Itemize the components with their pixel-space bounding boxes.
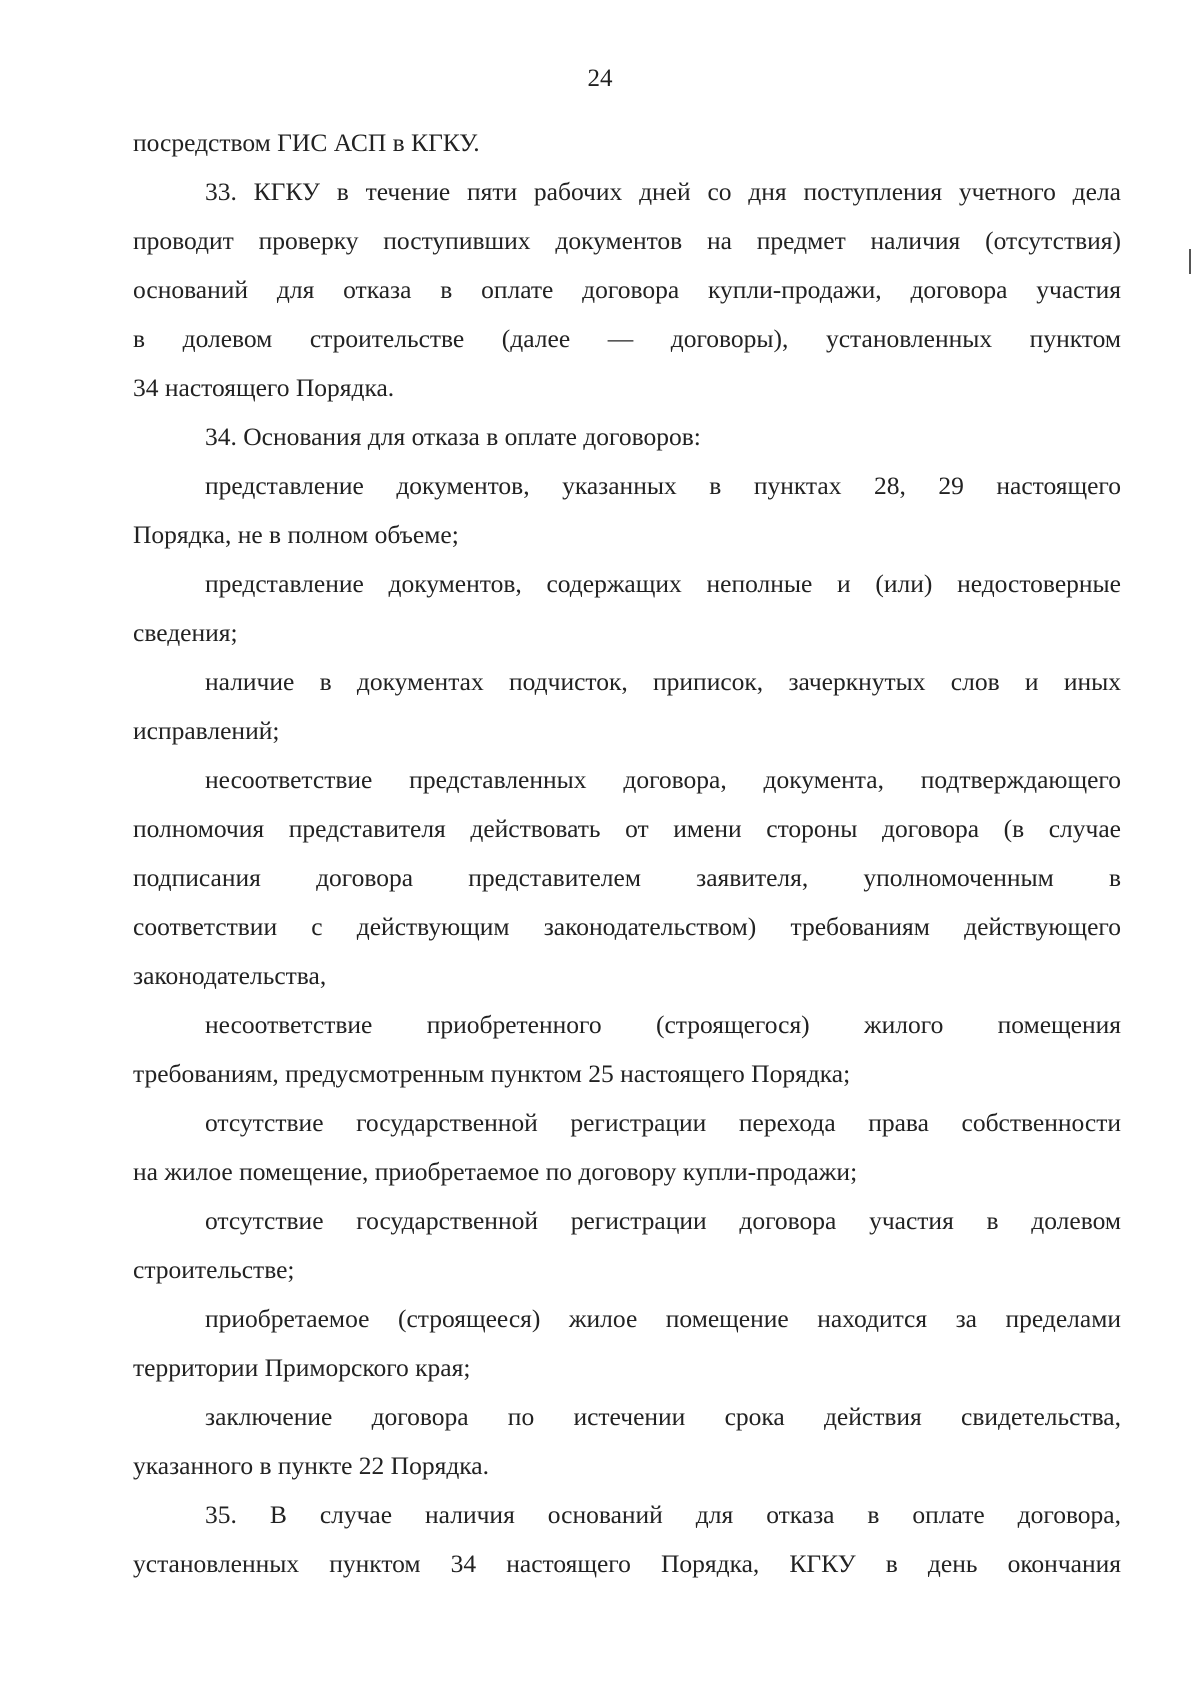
text-line: соответствии с действующим законодательством) требованиям действующего — [133, 912, 1121, 941]
text-line: Порядка, не в полном объеме; — [133, 520, 459, 549]
text-line: указанного в пункте 22 Порядка. — [133, 1451, 489, 1480]
text-line: приобретаемое (строящееся) жилое помещение находится за пределами — [205, 1304, 1121, 1333]
text-line: отсутствие государственной регистрации перехода права собственности — [205, 1108, 1121, 1137]
text-line: территории Приморского края; — [133, 1353, 471, 1382]
text-line: требованиям, предусмотренным пунктом 25 настоящего Порядка; — [133, 1059, 851, 1088]
page-number: 24 — [587, 65, 613, 92]
text-line: 33. КГКУ в течение пяти рабочих дней со дня поступления учетного дела — [205, 177, 1121, 206]
text-line: строительстве; — [133, 1255, 295, 1284]
text-line: законодательства, — [133, 961, 327, 990]
text-line: сведения; — [133, 618, 238, 647]
margin-mark — [1189, 249, 1191, 274]
text-line: полномочия представителя действовать от имени стороны договора (в случае — [133, 814, 1121, 843]
text-line: заключение договора по истечении срока действия свидетельства, — [205, 1402, 1121, 1431]
text-line: на жилое помещение, приобретаемое по договору купли-продажи; — [133, 1157, 858, 1186]
text-line: исправлений; — [133, 716, 280, 745]
text-line: наличие в документах подчисток, приписок, зачеркнутых слов и иных — [205, 667, 1121, 696]
text-line: установленных пунктом 34 настоящего Порядка, КГКУ в день окончания — [133, 1549, 1121, 1578]
text-line: в долевом строительстве (далее — договоры), установленных пунктом — [133, 324, 1121, 353]
text-line: 34. Основания для отказа в оплате договоров: — [205, 422, 701, 451]
text-line: 34 настоящего Порядка. — [133, 373, 395, 402]
text-line: посредством ГИС АСП в КГКУ. — [133, 128, 480, 157]
text-line: проводит проверку поступивших документов на предмет наличия (отсутствия) — [133, 226, 1121, 255]
text-line: несоответствие приобретенного (строящегося) жилого помещения — [205, 1010, 1121, 1039]
text-line: подписания договора представителем заявителя, уполномоченным в — [133, 863, 1121, 892]
text-line: оснований для отказа в оплате договора купли-продажи, договора участия — [133, 275, 1121, 304]
text-line: несоответствие представленных договора, документа, подтверждающего — [205, 765, 1121, 794]
text-line: отсутствие государственной регистрации договора участия в долевом — [205, 1206, 1121, 1235]
document-body — [133, 118, 1121, 1588]
text-line: представление документов, содержащих неполные и (или) недостоверные — [205, 569, 1121, 598]
text-line: 35. В случае наличия оснований для отказа в оплате договора, — [205, 1500, 1121, 1529]
text-line: представление документов, указанных в пунктах 28, 29 настоящего — [205, 471, 1121, 500]
